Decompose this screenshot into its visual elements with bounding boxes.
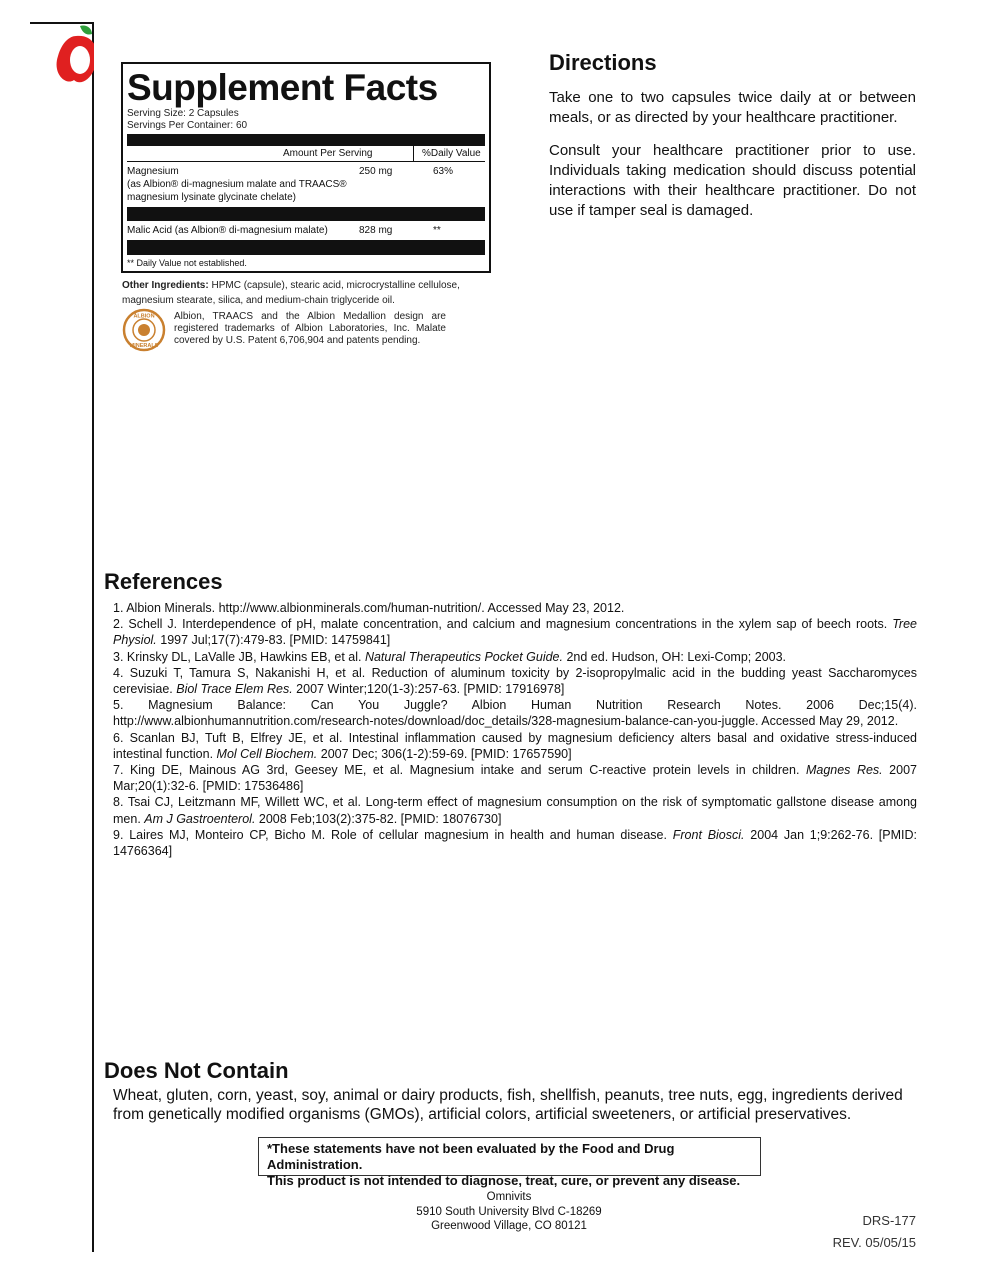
albion-badge-bottom: MINERALS [129,343,159,349]
company-address [380,1190,638,1234]
reference-item: 6. Scanlan BJ, Tuft B, Elfrey JE, et al. Intestinal inflammation caused by magnesium deficiency alters basal and oxidative stress-induced intestinal function. Mol Cell Biochem. 2007 Dec; 306(1-2):59-69. [PMID: 17657590] [113,730,917,761]
albion-notice [122,308,452,356]
nutrient-dv: 63% [433,166,454,177]
references-list [113,600,917,859]
reference-item: 8. Tsai CJ, Leitzmann MF, Willett WC, et al. Long-term effect of magnesium consumption on the risk of symptomatic gallstone disease among men. Am J Gastroenterol. 2008 Feb;103(2):375-82. [PMID: 18076730] [113,795,917,826]
company-address-line-1: 5910 South University Blvd C-18269 [416,1205,602,1218]
left-rule [92,22,94,1252]
facts-header-row [127,146,485,162]
facts-divider-thick [127,134,485,146]
facts-divider [127,207,485,221]
facts-row-malic-acid [127,221,485,241]
other-ingredients-label: Other Ingredients: [122,280,209,291]
nutrient-amount: 828 mg [359,225,393,236]
header-daily-value: %Daily Value [413,146,485,161]
nutrient-dv: ** [433,225,441,236]
supplement-facts-panel [121,62,491,273]
nutrient-name: Magnesium [127,166,179,177]
fda-disclaimer-line-2: This product is not intended to diagnose, treat, cure, or prevent any disease. [267,1173,741,1188]
header-amount: Amount Per Serving [283,148,373,159]
document-code: DRS-177 [862,1213,916,1228]
other-ingredients [122,278,462,308]
does-not-contain-title: Does Not Contain [104,1058,289,1083]
nutrient-source: (as Albion® di-magnesium malate and TRAACS® [127,179,347,190]
does-not-contain-text: Wheat, gluten, corn, yeast, soy, animal or dairy products, fish, shellfish, peanuts, tree nuts, egg, ingredients derived from genetically modified organisms (GMOs), artificial colors, artificial sweeteners, or artificial preservatives. [113,1087,903,1123]
company-name: Omnivits [486,1191,532,1203]
reference-item: 1. Albion Minerals. http://www.albionminerals.com/human-nutrition/. Accessed May 23, 2012. [113,601,625,615]
references-title: References [104,569,223,594]
document-code-block [800,1210,916,1254]
supplement-facts-title: Supplement Facts [127,67,438,108]
nutrient-source: magnesium lysinate glycinate chelate) [127,192,296,203]
directions-paragraph-2: Consult your healthcare practitioner prior to use. Individuals taking medication should discuss potential interactions with their healthcare practitioner. Do not use if tamper seal is damaged. [549,142,916,219]
apple-logo-icon [56,24,94,90]
serving-size: Serving Size: 2 Capsules [127,108,239,119]
company-address-line-2: Greenwood Village, CO 80121 [431,1220,587,1232]
directions-paragraph-1: Take one to two capsules twice daily at or between meals, or as directed by your healthcare practitioner. [549,89,916,126]
albion-medallion-icon [122,308,166,352]
albion-badge-top: ALBION [133,313,155,320]
reference-item: 4. Suzuki T, Tamura S, Nakanishi H, et al. Reduction of aluminum toxicity by 2-isopropylmalic acid in the budding yeast Saccharomyces cerevisiae. Biol Trace Elem Res. 2007 Winter;120(1-3):257-63. [PMID: 17916978] [113,665,917,697]
reference-item: 9. Laires MJ, Monteiro CP, Bicho M. Role of cellular magnesium in health and human disease. Front Biosci. 2004 Jan 1;9:262-76. [PMID: 14766364] [113,827,918,859]
albion-notice-text: Albion, TRAACS and the Albion Medallion design are registered trademarks of Albion Laboratories, Inc. Malate covered by U.S. Patent 6,706,904 and patents pending. [174,311,446,346]
reference-item: 5. Magnesium Balance: Can You Juggle? Albion Human Nutrition Research Notes. 2006 Dec;15(4). http://www.albionhumannutrition.com/research-notes/download/doc_details/328-magnesium-balance-can-you-juggle. Accessed May 29, 2012. [113,698,917,729]
other-ingredients-text: HPMC (capsule), stearic acid, microcrystalline cellulose, magnesium stearate, silica, and medium-chain triglyceride oil. [122,280,460,306]
directions-title: Directions [549,50,657,75]
reference-item: 2. Schell J. Interdependence of pH, malate concentration, and calcium and magnesium concentrations in the xylem sap of beech roots. Tree Physiol. 1997 Jul;17(7):479-83. [PMID: 14759841] [113,617,917,648]
nutrient-name: Malic Acid (as Albion® di-magnesium malate) [127,225,328,236]
reference-item: 3. Krinsky DL, LaValle JB, Hawkins EB, et al. Natural Therapeutics Pocket Guide. 2nd ed. Hudson, OH: Lexi-Comp; 2003. [113,649,787,664]
facts-footnote: ** Daily Value not established. [127,258,247,268]
fda-disclaimer-box [258,1137,761,1188]
facts-row-magnesium [127,162,485,207]
reference-item: 7. King DE, Mainous AG 3rd, Geesey ME, et al. Magnesium intake and serum C-reactive protein levels in children. Magnes Res. 2007 Mar;20(1):32-6. [PMID: 17536486] [113,763,917,794]
fda-disclaimer-line-1: *These statements have not been evaluated by the Food and Drug Administration. [267,1141,675,1172]
nutrient-amount: 250 mg [359,166,393,177]
servings-per-container: Servings Per Container: 60 [127,120,248,131]
facts-divider [127,241,485,255]
revision-date: REV. 05/05/15 [832,1235,916,1250]
